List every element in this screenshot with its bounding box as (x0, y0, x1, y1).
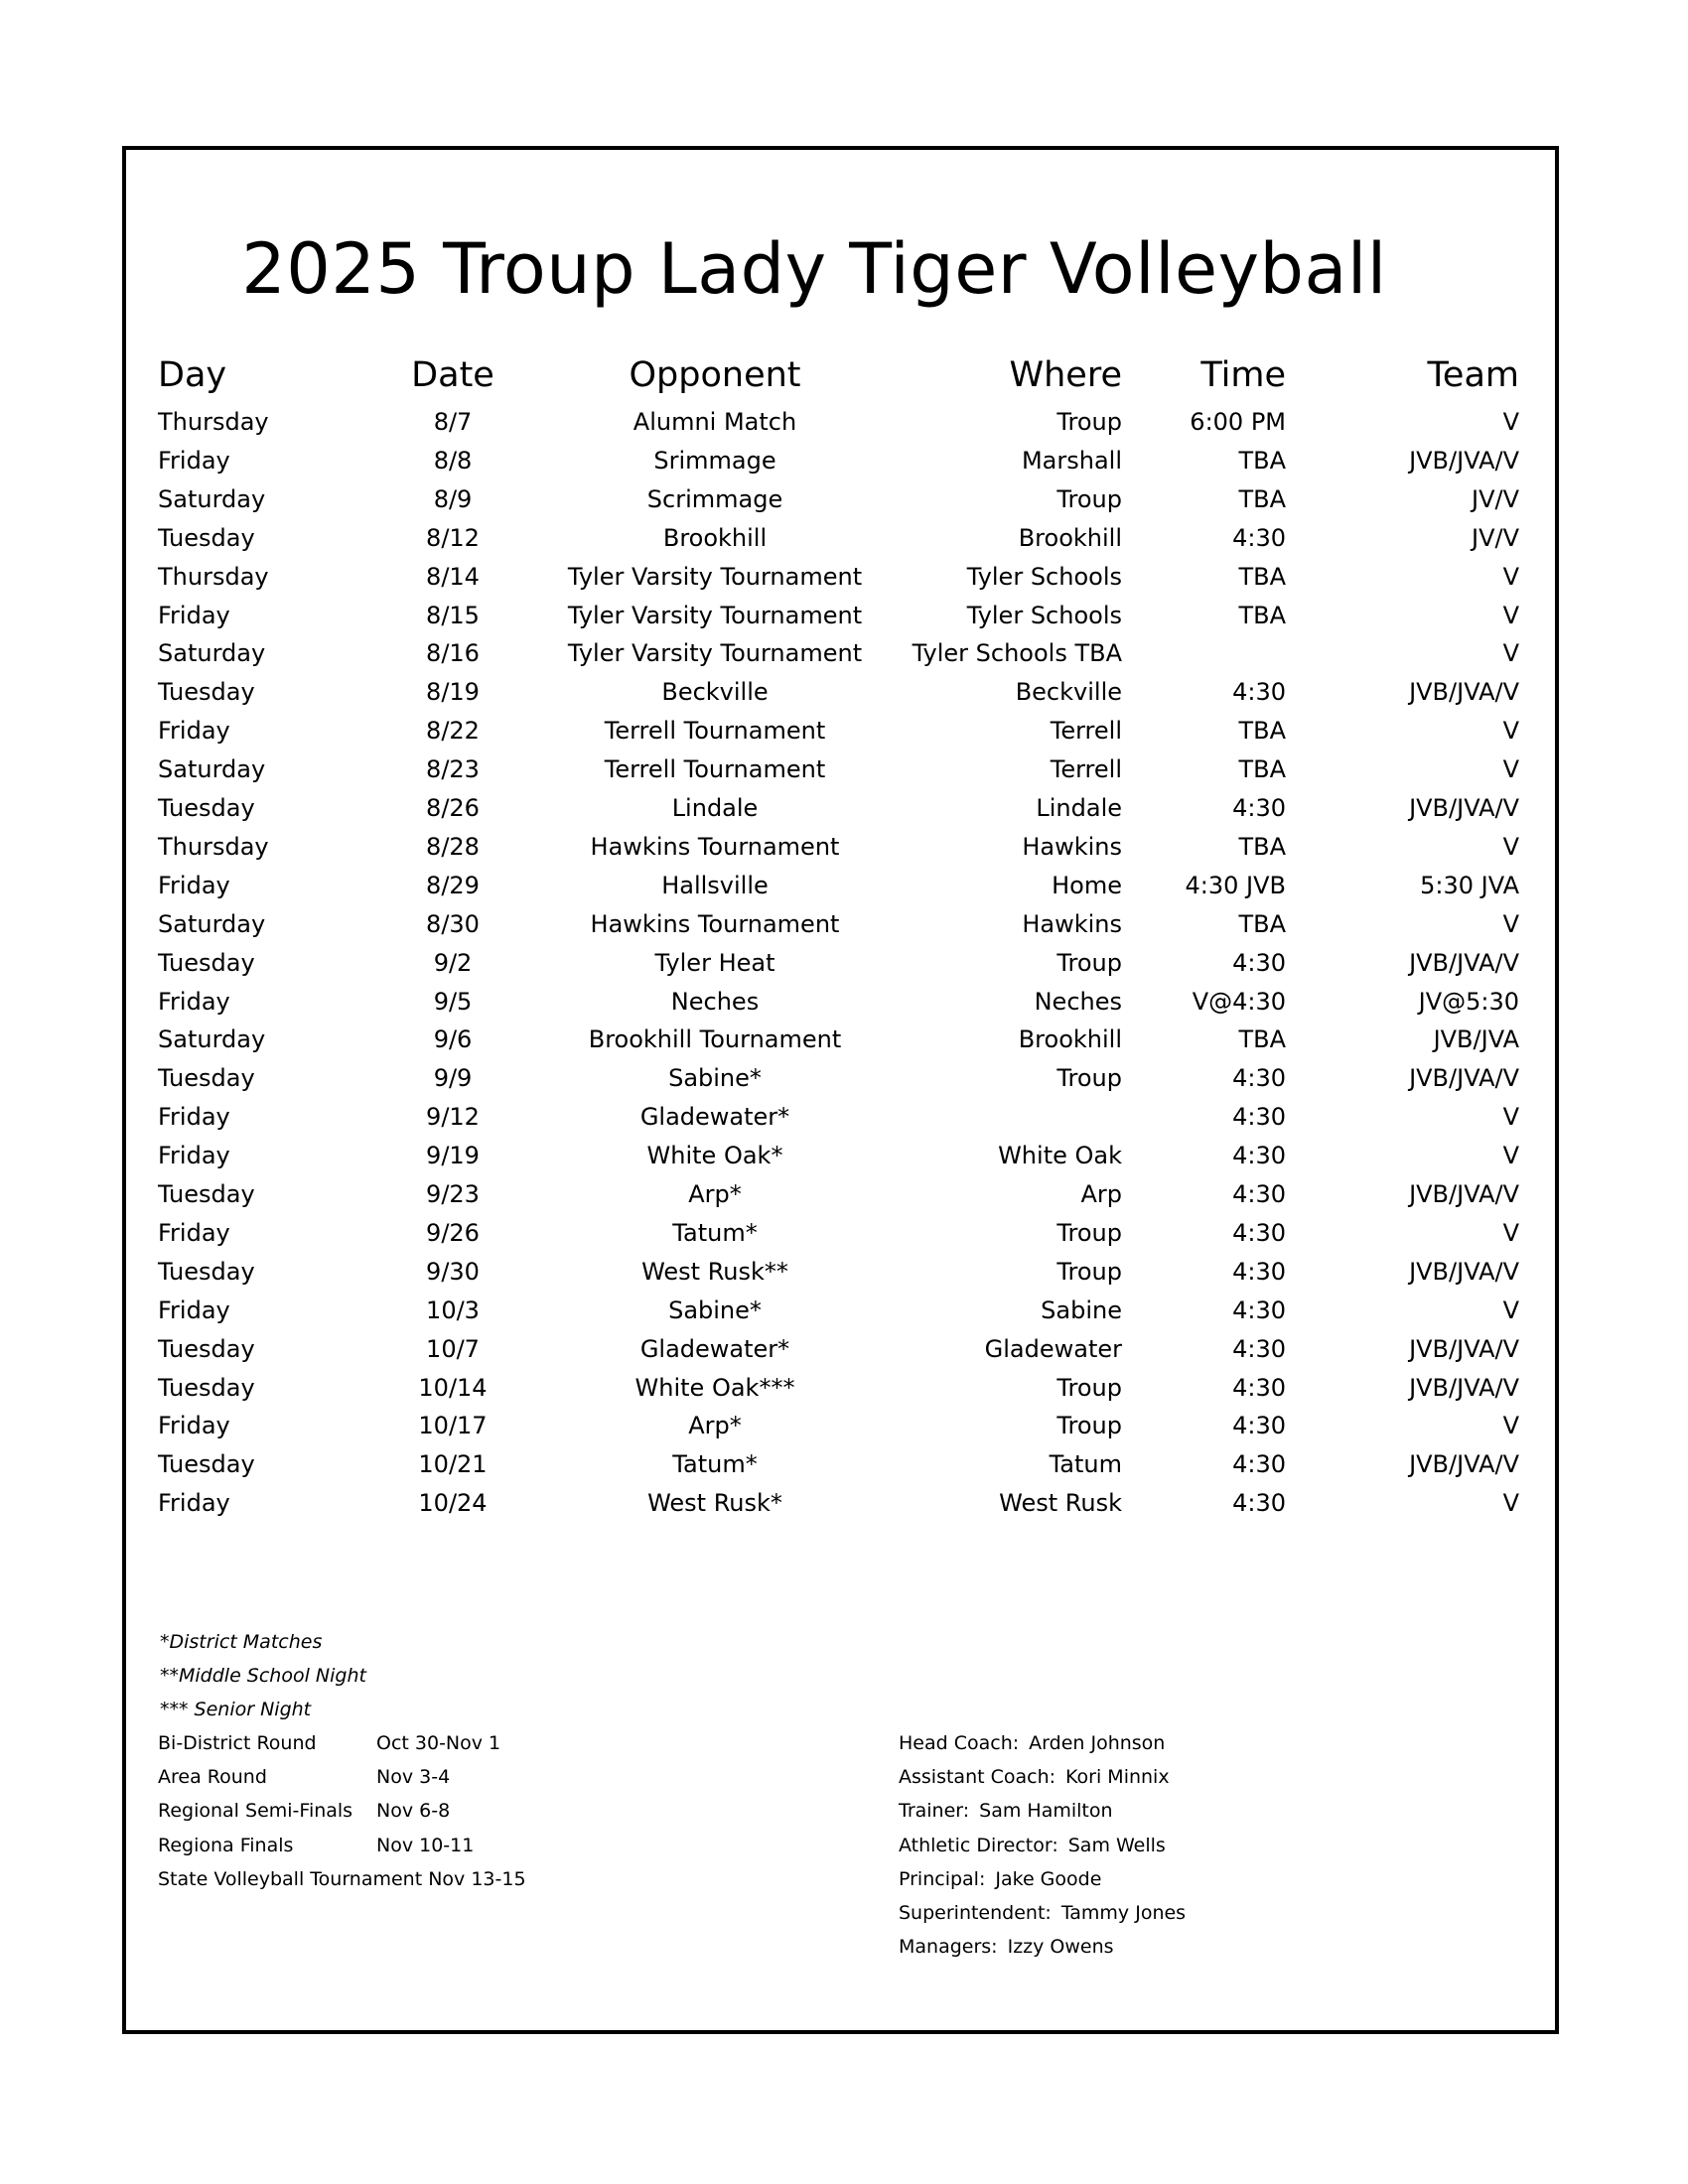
cell-time: 4:30 (1232, 794, 1286, 822)
cell-opponent: Brookhill (662, 523, 768, 552)
cell-team: JV/V (1472, 523, 1519, 552)
table-row (0, 1407, 1688, 1445)
cell-time: TBA (1238, 484, 1286, 513)
cell-where: Troup (1056, 1257, 1122, 1286)
cell-day: Thursday (158, 562, 269, 591)
footnote: *** Senior Night (160, 1699, 312, 1720)
cell-where: White Oak (998, 1142, 1122, 1170)
cell-where: Tatum (1049, 1450, 1122, 1479)
footnote: **Middle School Night (160, 1665, 366, 1687)
table-row (0, 1445, 1688, 1484)
cell-date: 8/28 (426, 832, 480, 861)
cell-opponent: Hallsville (661, 871, 769, 899)
cell-time: TBA (1238, 562, 1286, 591)
cell-date: 9/6 (433, 1025, 473, 1054)
cell-where: Sabine (1041, 1296, 1122, 1324)
cell-where: Neches (1034, 987, 1122, 1016)
cell-team: V (1502, 1142, 1519, 1170)
cell-day: Saturday (158, 639, 266, 668)
cell-team: V (1502, 1103, 1519, 1132)
cell-team: JVB/JVA/V (1409, 678, 1519, 707)
cell-where: Troup (1056, 484, 1122, 513)
cell-opponent: Scrimmage (646, 484, 783, 513)
table-row (0, 519, 1688, 558)
table-row (0, 597, 1688, 635)
cell-where: West Rusk (999, 1489, 1122, 1518)
table-row (0, 828, 1688, 867)
cell-time: TBA (1238, 446, 1286, 475)
cell-opponent: Arp* (688, 1180, 742, 1208)
cell-time: 4:30 (1232, 1180, 1286, 1208)
cell-where: Terrell (1050, 755, 1122, 784)
cell-team: V (1502, 717, 1519, 746)
table-row (0, 1175, 1688, 1214)
staff-role: Athletic Director: (899, 1834, 1058, 1856)
cell-day: Tuesday (158, 1373, 255, 1402)
cell-opponent: Arp* (688, 1412, 742, 1440)
cell-team: JVB/JVA (1433, 1025, 1519, 1054)
page-title: 2025 Troup Lady Tiger Volleyball (241, 228, 1387, 310)
cell-opponent: Gladewater* (639, 1103, 790, 1132)
cell-where: Marshall (1021, 446, 1122, 475)
postseason-round: Regional Semi-Finals (158, 1800, 353, 1823)
cell-day: Friday (158, 1142, 230, 1170)
cell-team: V (1502, 408, 1519, 436)
cell-date: 8/9 (433, 484, 473, 513)
cell-day: Thursday (158, 832, 269, 861)
table-row (0, 1292, 1688, 1330)
cell-date: 10/21 (418, 1450, 488, 1479)
staff-entry (899, 1896, 1186, 1930)
cell-where: Gladewater (984, 1334, 1122, 1363)
cell-team: JVB/JVA/V (1409, 1450, 1519, 1479)
cell-time: 4:30 (1232, 1064, 1286, 1093)
postseason-round: Area Round (158, 1766, 267, 1789)
cell-where: Lindale (1036, 794, 1122, 822)
table-row (0, 1098, 1688, 1137)
cell-day: Tuesday (158, 794, 255, 822)
table-row (0, 634, 1688, 673)
cell-where: Hawkins (1022, 909, 1122, 938)
cell-where: Brookhill (1018, 523, 1122, 552)
table-row (0, 905, 1688, 944)
cell-team: JVB/JVA/V (1409, 1180, 1519, 1208)
header-team: Team (1427, 355, 1519, 395)
table-row (0, 1330, 1688, 1369)
cell-date: 9/26 (426, 1218, 480, 1247)
table-row (0, 1059, 1688, 1098)
cell-team: V (1502, 1218, 1519, 1247)
staff-entry (899, 1862, 1101, 1896)
cell-time: 4:30 JVB (1185, 871, 1286, 899)
cell-opponent: Hawkins Tournament (590, 832, 840, 861)
table-row (0, 1021, 1688, 1059)
cell-day: Friday (158, 1412, 230, 1440)
cell-date: 8/19 (426, 678, 480, 707)
table-row (0, 1253, 1688, 1292)
staff-role: Managers: (899, 1936, 998, 1959)
cell-time: 4:30 (1232, 1450, 1286, 1479)
postseason-dates: Oct 30-Nov 1 (376, 1732, 501, 1754)
cell-opponent: Sabine* (668, 1296, 762, 1324)
cell-opponent: Lindale (671, 794, 759, 822)
cell-opponent: Tyler Varsity Tournament (567, 639, 863, 668)
cell-time: 4:30 (1232, 1103, 1286, 1132)
cell-day: Tuesday (158, 1257, 255, 1286)
staff-name: Jake Goode (995, 1867, 1102, 1890)
cell-time: 4:30 (1232, 678, 1286, 707)
cell-team: V (1502, 909, 1519, 938)
cell-time: 4:30 (1232, 1218, 1286, 1247)
staff-entry (899, 1930, 1114, 1964)
cell-opponent: Terrell Tournament (604, 755, 826, 784)
cell-team: JV/V (1472, 484, 1519, 513)
table-row (0, 480, 1688, 519)
table-row (0, 944, 1688, 983)
cell-time: TBA (1238, 832, 1286, 861)
table-row (0, 789, 1688, 828)
staff-entry (899, 1760, 1170, 1794)
postseason-round: Bi-District Round (158, 1732, 317, 1754)
cell-opponent: Tyler Heat (654, 948, 775, 977)
cell-team: JVB/JVA/V (1409, 794, 1519, 822)
cell-time: 4:30 (1232, 523, 1286, 552)
cell-date: 8/14 (426, 562, 480, 591)
cell-date: 10/14 (418, 1373, 488, 1402)
table-row (0, 983, 1688, 1022)
cell-where: Tyler Schools (966, 601, 1122, 629)
cell-day: Saturday (158, 909, 266, 938)
cell-time: V@4:30 (1192, 987, 1286, 1016)
cell-day: Friday (158, 1218, 230, 1247)
postseason-dates: Nov 6-8 (376, 1800, 451, 1823)
cell-day: Tuesday (158, 1334, 255, 1363)
cell-opponent: West Rusk* (647, 1489, 782, 1518)
cell-where: Troup (1056, 1373, 1122, 1402)
cell-date: 8/12 (426, 523, 480, 552)
table-row (0, 1484, 1688, 1523)
cell-where: Tyler Schools TBA (912, 639, 1122, 668)
cell-day: Tuesday (158, 523, 255, 552)
cell-team: V (1502, 562, 1519, 591)
cell-opponent: Neches (670, 987, 760, 1016)
cell-time: 4:30 (1232, 1373, 1286, 1402)
header-time: Time (1200, 355, 1286, 395)
cell-date: 8/16 (426, 639, 480, 668)
cell-time: 4:30 (1232, 1257, 1286, 1286)
cell-team: JVB/JVA/V (1409, 1373, 1519, 1402)
cell-day: Saturday (158, 755, 266, 784)
cell-day: Saturday (158, 1025, 266, 1054)
cell-opponent: Brookhill Tournament (588, 1025, 842, 1054)
cell-date: 9/23 (426, 1180, 480, 1208)
cell-opponent: Terrell Tournament (604, 717, 826, 746)
cell-where: Hawkins (1022, 832, 1122, 861)
table-row (0, 1214, 1688, 1253)
cell-time: 4:30 (1232, 1142, 1286, 1170)
cell-team: JVB/JVA/V (1409, 446, 1519, 475)
footnote: *District Matches (160, 1631, 323, 1653)
cell-where: Troup (1056, 1064, 1122, 1093)
staff-name: Arden Johnson (1029, 1732, 1166, 1754)
staff-role: Assistant Coach: (899, 1766, 1056, 1789)
cell-team: 5:30 JVA (1420, 871, 1519, 899)
cell-time: 4:30 (1232, 1334, 1286, 1363)
staff-name: Izzy Owens (1007, 1936, 1114, 1959)
postseason-dates: Nov 10-11 (376, 1834, 475, 1856)
cell-time: TBA (1238, 755, 1286, 784)
staff-name: Tammy Jones (1060, 1902, 1187, 1924)
header-day: Day (158, 355, 227, 395)
staff-name: Sam Wells (1067, 1834, 1166, 1856)
cell-opponent: Tatum* (672, 1450, 758, 1479)
cell-where: Troup (1056, 948, 1122, 977)
cell-team: JVB/JVA/V (1409, 948, 1519, 977)
cell-team: JVB/JVA/V (1409, 1334, 1519, 1363)
cell-where: Troup (1056, 408, 1122, 436)
cell-date: 8/8 (433, 446, 473, 475)
cell-day: Friday (158, 1296, 230, 1324)
cell-opponent: White Oak*** (634, 1373, 795, 1402)
cell-date: 10/17 (418, 1412, 488, 1440)
cell-opponent: Tyler Varsity Tournament (567, 601, 863, 629)
cell-team: JVB/JVA/V (1409, 1257, 1519, 1286)
cell-where: Home (1052, 871, 1122, 899)
table-row (0, 1137, 1688, 1175)
postseason-round: State Volleyball Tournament Nov 13-15 (158, 1867, 526, 1890)
cell-opponent: Beckville (661, 678, 769, 707)
cell-time: 4:30 (1232, 1296, 1286, 1324)
cell-team: JVB/JVA/V (1409, 1064, 1519, 1093)
cell-where: Brookhill (1018, 1025, 1122, 1054)
cell-time: TBA (1238, 1025, 1286, 1054)
cell-date: 8/15 (426, 601, 480, 629)
cell-date: 8/22 (426, 717, 480, 746)
cell-day: Friday (158, 871, 230, 899)
cell-day: Tuesday (158, 948, 255, 977)
cell-date: 9/9 (433, 1064, 473, 1093)
cell-where: Troup (1056, 1218, 1122, 1247)
cell-team: V (1502, 639, 1519, 668)
cell-team: V (1502, 601, 1519, 629)
cell-where: Terrell (1050, 717, 1122, 746)
cell-date: 9/2 (433, 948, 473, 977)
staff-name: Sam Hamilton (979, 1800, 1113, 1823)
cell-date: 8/26 (426, 794, 480, 822)
cell-time: TBA (1238, 717, 1286, 746)
cell-opponent: Srimmage (653, 446, 776, 475)
cell-date: 9/19 (426, 1142, 480, 1170)
cell-time: 4:30 (1232, 1412, 1286, 1440)
cell-date: 9/12 (426, 1103, 480, 1132)
cell-day: Friday (158, 601, 230, 629)
postseason-dates: Nov 3-4 (376, 1766, 451, 1789)
cell-team: V (1502, 755, 1519, 784)
cell-team: JV@5:30 (1418, 987, 1519, 1016)
cell-where: Troup (1056, 1412, 1122, 1440)
cell-day: Friday (158, 446, 230, 475)
cell-team: V (1502, 1296, 1519, 1324)
cell-date: 8/7 (433, 408, 473, 436)
cell-day: Friday (158, 987, 230, 1016)
cell-where: Tyler Schools (966, 562, 1122, 591)
cell-date: 9/5 (433, 987, 473, 1016)
cell-day: Tuesday (158, 1180, 255, 1208)
cell-opponent: Tyler Varsity Tournament (567, 562, 863, 591)
cell-date: 9/30 (426, 1257, 480, 1286)
table-row (0, 403, 1688, 442)
staff-entry (899, 1794, 1113, 1828)
cell-time: 4:30 (1232, 948, 1286, 977)
cell-opponent: Alumni Match (633, 408, 797, 436)
cell-opponent: White Oak* (646, 1142, 783, 1170)
cell-where: Beckville (1015, 678, 1122, 707)
staff-role: Head Coach: (899, 1732, 1020, 1754)
cell-date: 10/7 (426, 1334, 480, 1363)
staff-entry (899, 1726, 1165, 1760)
cell-day: Friday (158, 1103, 230, 1132)
cell-day: Friday (158, 1489, 230, 1518)
cell-opponent: Tatum* (672, 1218, 758, 1247)
table-row (0, 751, 1688, 789)
header-where: Where (1009, 355, 1122, 395)
cell-opponent: West Rusk** (641, 1257, 788, 1286)
staff-role: Trainer: (899, 1800, 970, 1823)
staff-entry (899, 1829, 1166, 1862)
cell-date: 8/29 (426, 871, 480, 899)
table-row (0, 442, 1688, 480)
cell-day: Saturday (158, 484, 266, 513)
header-date: Date (411, 355, 494, 395)
cell-day: Friday (158, 717, 230, 746)
cell-opponent: Sabine* (668, 1064, 762, 1093)
table-row (0, 1369, 1688, 1408)
postseason-round: Regiona Finals (158, 1834, 294, 1856)
cell-time: TBA (1238, 909, 1286, 938)
cell-time: 6:00 PM (1190, 408, 1286, 436)
table-row (0, 867, 1688, 905)
cell-opponent: Gladewater* (639, 1334, 790, 1363)
table-row (0, 673, 1688, 712)
cell-time: 4:30 (1232, 1489, 1286, 1518)
cell-date: 8/23 (426, 755, 480, 784)
cell-date: 10/3 (426, 1296, 480, 1324)
cell-team: V (1502, 1489, 1519, 1518)
cell-date: 10/24 (418, 1489, 488, 1518)
cell-date: 8/30 (426, 909, 480, 938)
table-row (0, 712, 1688, 751)
cell-day: Tuesday (158, 1450, 255, 1479)
staff-role: Principal: (899, 1867, 986, 1890)
staff-role: Superintendent: (899, 1902, 1052, 1924)
staff-name: Kori Minnix (1065, 1766, 1170, 1789)
cell-team: V (1502, 1412, 1519, 1440)
cell-where: Arp (1080, 1180, 1122, 1208)
header-opponent: Opponent (629, 355, 801, 395)
cell-day: Thursday (158, 408, 269, 436)
cell-team: V (1502, 832, 1519, 861)
cell-day: Tuesday (158, 678, 255, 707)
cell-day: Tuesday (158, 1064, 255, 1093)
cell-time: TBA (1238, 601, 1286, 629)
table-row (0, 558, 1688, 597)
cell-opponent: Hawkins Tournament (590, 909, 840, 938)
